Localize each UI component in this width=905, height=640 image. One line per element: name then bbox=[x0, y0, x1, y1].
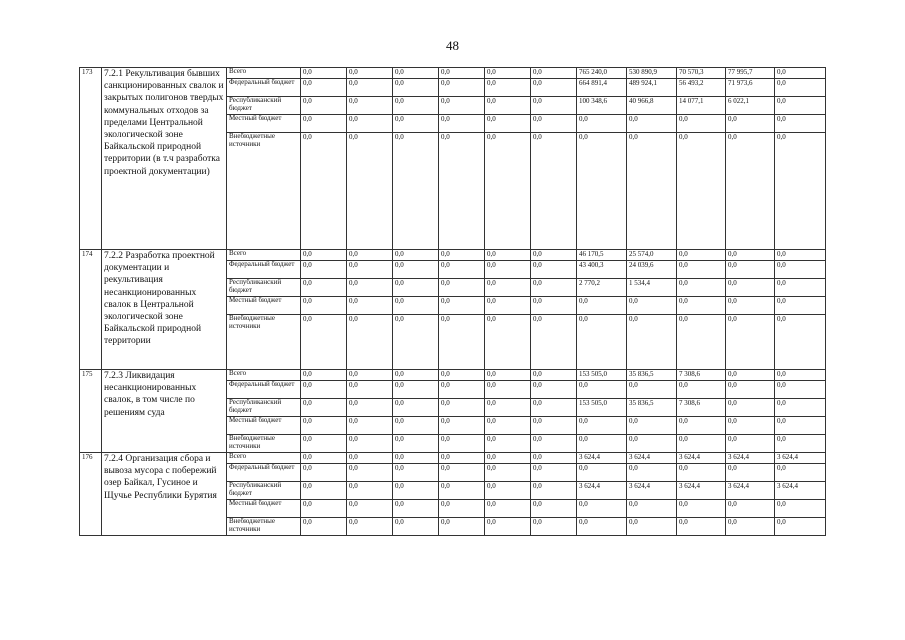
value-cell: 0,0 bbox=[301, 370, 347, 381]
value-cell: 14 077,1 bbox=[677, 97, 726, 115]
value-cell: 0,0 bbox=[439, 133, 485, 250]
value-cell: 153 505,0 bbox=[577, 370, 627, 381]
value-cell: 0,0 bbox=[439, 250, 485, 261]
value-cell: 0,0 bbox=[485, 68, 531, 79]
value-cell: 3 624,4 bbox=[577, 482, 627, 500]
value-cell: 0,0 bbox=[775, 97, 826, 115]
funding-source-label: Федеральный бюджет bbox=[227, 464, 301, 482]
value-cell: 0,0 bbox=[726, 261, 775, 279]
value-cell: 0,0 bbox=[347, 68, 393, 79]
value-cell: 3 624,4 bbox=[677, 482, 726, 500]
value-cell: 3 624,4 bbox=[775, 453, 826, 464]
value-cell: 0,0 bbox=[393, 279, 439, 297]
value-cell: 0,0 bbox=[726, 518, 775, 536]
value-cell: 0,0 bbox=[577, 464, 627, 482]
value-cell: 0,0 bbox=[301, 435, 347, 453]
value-cell: 0,0 bbox=[485, 250, 531, 261]
table-row bbox=[80, 453, 826, 464]
value-cell: 0,0 bbox=[347, 115, 393, 133]
value-cell: 0,0 bbox=[627, 381, 677, 399]
value-cell: 0,0 bbox=[347, 315, 393, 370]
value-cell: 0,0 bbox=[347, 79, 393, 97]
value-cell: 0,0 bbox=[726, 417, 775, 435]
value-cell: 0,0 bbox=[393, 68, 439, 79]
item-number: 173 bbox=[80, 68, 102, 250]
value-cell: 0,0 bbox=[301, 297, 347, 315]
value-cell: 0,0 bbox=[393, 381, 439, 399]
value-cell: 0,0 bbox=[531, 453, 577, 464]
value-cell: 3 624,4 bbox=[726, 453, 775, 464]
value-cell: 3 624,4 bbox=[726, 482, 775, 500]
value-cell: 0,0 bbox=[485, 518, 531, 536]
value-cell: 0,0 bbox=[531, 68, 577, 79]
value-cell: 0,0 bbox=[393, 133, 439, 250]
value-cell: 0,0 bbox=[677, 133, 726, 250]
value-cell: 0,0 bbox=[726, 250, 775, 261]
value-cell: 0,0 bbox=[677, 435, 726, 453]
value-cell: 0,0 bbox=[775, 381, 826, 399]
value-cell: 0,0 bbox=[485, 370, 531, 381]
value-cell: 0,0 bbox=[577, 315, 627, 370]
item-number: 175 bbox=[80, 370, 102, 453]
value-cell: 0,0 bbox=[775, 435, 826, 453]
value-cell: 0,0 bbox=[531, 250, 577, 261]
funding-source-label: Внебюджетные источники bbox=[227, 315, 301, 370]
value-cell: 0,0 bbox=[775, 417, 826, 435]
value-cell: 0,0 bbox=[677, 297, 726, 315]
value-cell: 0,0 bbox=[393, 115, 439, 133]
value-cell: 0,0 bbox=[439, 79, 485, 97]
value-cell: 0,0 bbox=[677, 261, 726, 279]
value-cell: 0,0 bbox=[531, 482, 577, 500]
value-cell: 153 505,0 bbox=[577, 399, 627, 417]
value-cell: 0,0 bbox=[347, 370, 393, 381]
value-cell: 0,0 bbox=[439, 417, 485, 435]
value-cell: 0,0 bbox=[677, 500, 726, 518]
value-cell: 0,0 bbox=[393, 453, 439, 464]
value-cell: 0,0 bbox=[393, 482, 439, 500]
value-cell: 0,0 bbox=[301, 399, 347, 417]
value-cell: 0,0 bbox=[627, 417, 677, 435]
value-cell: 0,0 bbox=[347, 417, 393, 435]
value-cell: 0,0 bbox=[677, 115, 726, 133]
value-cell: 0,0 bbox=[775, 399, 826, 417]
value-cell: 0,0 bbox=[726, 399, 775, 417]
value-cell: 0,0 bbox=[393, 500, 439, 518]
table-row bbox=[80, 370, 826, 381]
value-cell: 0,0 bbox=[531, 115, 577, 133]
value-cell: 0,0 bbox=[775, 464, 826, 482]
value-cell: 0,0 bbox=[726, 370, 775, 381]
value-cell: 0,0 bbox=[531, 261, 577, 279]
funding-source-label: Республиканский бюджет bbox=[227, 482, 301, 500]
value-cell: 0,0 bbox=[347, 97, 393, 115]
value-cell: 0,0 bbox=[301, 79, 347, 97]
value-cell: 0,0 bbox=[393, 250, 439, 261]
value-cell: 0,0 bbox=[439, 97, 485, 115]
value-cell: 0,0 bbox=[677, 464, 726, 482]
value-cell: 0,0 bbox=[485, 500, 531, 518]
funding-source-label: Федеральный бюджет bbox=[227, 79, 301, 97]
value-cell: 0,0 bbox=[439, 500, 485, 518]
funding-source-label: Местный бюджет bbox=[227, 500, 301, 518]
value-cell: 0,0 bbox=[301, 279, 347, 297]
value-cell: 0,0 bbox=[485, 482, 531, 500]
item-name: 7.2.1 Рекультивация бывших санкционированных свалок и закрытых полигонов твердых коммунальных отходов за пределами Центральной экологической зоне Байкальской природной территории (в т.ч разработка проектной документации) bbox=[102, 68, 227, 250]
value-cell: 0,0 bbox=[485, 464, 531, 482]
table-row bbox=[80, 68, 826, 79]
funding-source-label: Всего bbox=[227, 68, 301, 79]
value-cell: 0,0 bbox=[677, 518, 726, 536]
value-cell: 46 170,5 bbox=[577, 250, 627, 261]
value-cell: 56 493,2 bbox=[677, 79, 726, 97]
value-cell: 0,0 bbox=[531, 500, 577, 518]
value-cell: 0,0 bbox=[531, 133, 577, 250]
value-cell: 71 973,6 bbox=[726, 79, 775, 97]
value-cell: 0,0 bbox=[627, 115, 677, 133]
funding-source-label: Республиканский бюджет bbox=[227, 399, 301, 417]
value-cell: 0,0 bbox=[775, 133, 826, 250]
value-cell: 0,0 bbox=[347, 297, 393, 315]
value-cell: 0,0 bbox=[347, 133, 393, 250]
value-cell: 0,0 bbox=[485, 97, 531, 115]
value-cell: 0,0 bbox=[485, 381, 531, 399]
value-cell: 0,0 bbox=[775, 79, 826, 97]
value-cell: 77 995,7 bbox=[726, 68, 775, 79]
value-cell: 0,0 bbox=[627, 464, 677, 482]
value-cell: 0,0 bbox=[577, 435, 627, 453]
value-cell: 0,0 bbox=[677, 250, 726, 261]
value-cell: 0,0 bbox=[775, 500, 826, 518]
value-cell: 0,0 bbox=[439, 399, 485, 417]
budget-table bbox=[79, 67, 826, 536]
funding-source-label: Республиканский бюджет bbox=[227, 279, 301, 297]
value-cell: 25 574,0 bbox=[627, 250, 677, 261]
value-cell: 0,0 bbox=[347, 518, 393, 536]
value-cell: 3 624,4 bbox=[775, 482, 826, 500]
value-cell: 0,0 bbox=[393, 97, 439, 115]
value-cell: 35 836,5 bbox=[627, 399, 677, 417]
value-cell: 0,0 bbox=[775, 370, 826, 381]
value-cell: 0,0 bbox=[347, 435, 393, 453]
value-cell: 0,0 bbox=[439, 68, 485, 79]
value-cell: 0,0 bbox=[726, 435, 775, 453]
value-cell: 0,0 bbox=[439, 261, 485, 279]
value-cell: 0,0 bbox=[393, 518, 439, 536]
value-cell: 0,0 bbox=[531, 297, 577, 315]
value-cell: 0,0 bbox=[627, 435, 677, 453]
value-cell: 0,0 bbox=[726, 115, 775, 133]
value-cell: 0,0 bbox=[677, 417, 726, 435]
value-cell: 0,0 bbox=[393, 435, 439, 453]
funding-source-label: Всего bbox=[227, 453, 301, 464]
value-cell: 0,0 bbox=[485, 261, 531, 279]
value-cell: 0,0 bbox=[726, 315, 775, 370]
funding-source-label: Внебюджетные источники bbox=[227, 518, 301, 536]
value-cell: 0,0 bbox=[347, 399, 393, 417]
value-cell: 0,0 bbox=[393, 464, 439, 482]
item-name: 7.2.2 Разработка проектной документации и рекультивация несанкционированных свалок в Центральной экологической зоне Байкальской природной территории bbox=[102, 250, 227, 370]
value-cell: 0,0 bbox=[627, 297, 677, 315]
funding-source-label: Федеральный бюджет bbox=[227, 381, 301, 399]
value-cell: 0,0 bbox=[726, 133, 775, 250]
funding-source-label: Внебюджетные источники bbox=[227, 133, 301, 250]
value-cell: 43 400,3 bbox=[577, 261, 627, 279]
value-cell: 0,0 bbox=[531, 370, 577, 381]
value-cell: 0,0 bbox=[301, 500, 347, 518]
value-cell: 0,0 bbox=[301, 133, 347, 250]
value-cell: 0,0 bbox=[627, 315, 677, 370]
value-cell: 0,0 bbox=[775, 115, 826, 133]
value-cell: 0,0 bbox=[301, 250, 347, 261]
value-cell: 0,0 bbox=[393, 261, 439, 279]
value-cell: 0,0 bbox=[301, 518, 347, 536]
value-cell: 0,0 bbox=[577, 518, 627, 536]
value-cell: 0,0 bbox=[393, 315, 439, 370]
value-cell: 1 534,4 bbox=[627, 279, 677, 297]
value-cell: 0,0 bbox=[627, 133, 677, 250]
value-cell: 3 624,4 bbox=[627, 482, 677, 500]
value-cell: 0,0 bbox=[439, 464, 485, 482]
value-cell: 0,0 bbox=[439, 370, 485, 381]
value-cell: 664 891,4 bbox=[577, 79, 627, 97]
value-cell: 0,0 bbox=[485, 315, 531, 370]
value-cell: 0,0 bbox=[347, 500, 393, 518]
value-cell: 7 308,6 bbox=[677, 399, 726, 417]
value-cell: 0,0 bbox=[775, 315, 826, 370]
value-cell: 0,0 bbox=[301, 417, 347, 435]
value-cell: 0,0 bbox=[677, 279, 726, 297]
value-cell: 40 966,8 bbox=[627, 97, 677, 115]
value-cell: 0,0 bbox=[393, 370, 439, 381]
value-cell: 35 836,5 bbox=[627, 370, 677, 381]
value-cell: 0,0 bbox=[775, 518, 826, 536]
value-cell: 0,0 bbox=[577, 500, 627, 518]
value-cell: 0,0 bbox=[726, 500, 775, 518]
value-cell: 0,0 bbox=[301, 482, 347, 500]
value-cell: 0,0 bbox=[531, 381, 577, 399]
value-cell: 0,0 bbox=[393, 417, 439, 435]
value-cell: 0,0 bbox=[347, 279, 393, 297]
value-cell: 0,0 bbox=[439, 279, 485, 297]
funding-source-label: Местный бюджет bbox=[227, 115, 301, 133]
value-cell: 6 022,1 bbox=[726, 97, 775, 115]
value-cell: 489 924,1 bbox=[627, 79, 677, 97]
value-cell: 0,0 bbox=[531, 79, 577, 97]
value-cell: 0,0 bbox=[301, 115, 347, 133]
value-cell: 0,0 bbox=[775, 261, 826, 279]
value-cell: 0,0 bbox=[439, 297, 485, 315]
item-name: 7.2.4 Организация сбора и вывоза мусора с побережий озер Байкал, Гусиное и Щучье Республики Бурятия bbox=[102, 453, 227, 536]
value-cell: 0,0 bbox=[485, 115, 531, 133]
value-cell: 0,0 bbox=[301, 68, 347, 79]
value-cell: 0,0 bbox=[577, 133, 627, 250]
table-row bbox=[80, 250, 826, 261]
value-cell: 0,0 bbox=[393, 79, 439, 97]
value-cell: 765 240,0 bbox=[577, 68, 627, 79]
value-cell: 0,0 bbox=[485, 435, 531, 453]
value-cell: 3 624,4 bbox=[577, 453, 627, 464]
value-cell: 0,0 bbox=[485, 417, 531, 435]
value-cell: 3 624,4 bbox=[627, 453, 677, 464]
value-cell: 0,0 bbox=[485, 133, 531, 250]
value-cell: 0,0 bbox=[485, 297, 531, 315]
value-cell: 0,0 bbox=[347, 453, 393, 464]
value-cell: 0,0 bbox=[577, 417, 627, 435]
value-cell: 0,0 bbox=[775, 250, 826, 261]
value-cell: 0,0 bbox=[775, 297, 826, 315]
value-cell: 0,0 bbox=[439, 315, 485, 370]
value-cell: 0,0 bbox=[531, 315, 577, 370]
value-cell: 100 348,6 bbox=[577, 97, 627, 115]
value-cell: 3 624,4 bbox=[677, 453, 726, 464]
value-cell: 0,0 bbox=[677, 381, 726, 399]
value-cell: 0,0 bbox=[301, 261, 347, 279]
value-cell: 0,0 bbox=[577, 381, 627, 399]
value-cell: 0,0 bbox=[439, 115, 485, 133]
value-cell: 0,0 bbox=[627, 500, 677, 518]
value-cell: 0,0 bbox=[627, 518, 677, 536]
value-cell: 0,0 bbox=[577, 297, 627, 315]
funding-source-label: Местный бюджет bbox=[227, 417, 301, 435]
funding-source-label: Всего bbox=[227, 370, 301, 381]
value-cell: 0,0 bbox=[726, 279, 775, 297]
value-cell: 0,0 bbox=[531, 417, 577, 435]
value-cell: 0,0 bbox=[531, 518, 577, 536]
value-cell: 7 308,6 bbox=[677, 370, 726, 381]
value-cell: 0,0 bbox=[485, 79, 531, 97]
value-cell: 0,0 bbox=[347, 482, 393, 500]
value-cell: 70 570,3 bbox=[677, 68, 726, 79]
page-number: 48 bbox=[446, 38, 459, 53]
value-cell: 0,0 bbox=[577, 115, 627, 133]
item-number: 176 bbox=[80, 453, 102, 536]
value-cell: 0,0 bbox=[439, 381, 485, 399]
value-cell: 0,0 bbox=[726, 297, 775, 315]
value-cell: 0,0 bbox=[301, 381, 347, 399]
funding-source-label: Местный бюджет bbox=[227, 297, 301, 315]
value-cell: 0,0 bbox=[301, 464, 347, 482]
value-cell: 0,0 bbox=[677, 315, 726, 370]
value-cell: 0,0 bbox=[775, 68, 826, 79]
value-cell: 0,0 bbox=[439, 453, 485, 464]
item-number: 174 bbox=[80, 250, 102, 370]
funding-source-label: Всего bbox=[227, 250, 301, 261]
value-cell: 0,0 bbox=[531, 399, 577, 417]
item-name: 7.2.3 Ликвидация несанкционированных свалок, в том числе по решениям суда bbox=[102, 370, 227, 453]
value-cell: 0,0 bbox=[485, 279, 531, 297]
value-cell: 0,0 bbox=[485, 399, 531, 417]
funding-source-label: Федеральный бюджет bbox=[227, 261, 301, 279]
value-cell: 0,0 bbox=[301, 315, 347, 370]
value-cell: 0,0 bbox=[775, 279, 826, 297]
value-cell: 0,0 bbox=[439, 482, 485, 500]
value-cell: 0,0 bbox=[726, 381, 775, 399]
value-cell: 530 890,9 bbox=[627, 68, 677, 79]
value-cell: 0,0 bbox=[347, 464, 393, 482]
funding-source-label: Внебюджетные источники bbox=[227, 435, 301, 453]
value-cell: 0,0 bbox=[439, 518, 485, 536]
value-cell: 0,0 bbox=[531, 464, 577, 482]
value-cell: 0,0 bbox=[439, 435, 485, 453]
value-cell: 0,0 bbox=[531, 279, 577, 297]
value-cell: 0,0 bbox=[347, 381, 393, 399]
value-cell: 0,0 bbox=[347, 261, 393, 279]
value-cell: 2 770,2 bbox=[577, 279, 627, 297]
value-cell: 0,0 bbox=[393, 399, 439, 417]
value-cell: 0,0 bbox=[485, 453, 531, 464]
funding-source-label: Республиканский бюджет bbox=[227, 97, 301, 115]
value-cell: 0,0 bbox=[347, 250, 393, 261]
value-cell: 0,0 bbox=[531, 97, 577, 115]
value-cell: 0,0 bbox=[393, 297, 439, 315]
value-cell: 0,0 bbox=[301, 97, 347, 115]
value-cell: 24 039,6 bbox=[627, 261, 677, 279]
value-cell: 0,0 bbox=[726, 464, 775, 482]
value-cell: 0,0 bbox=[301, 453, 347, 464]
value-cell: 0,0 bbox=[531, 435, 577, 453]
